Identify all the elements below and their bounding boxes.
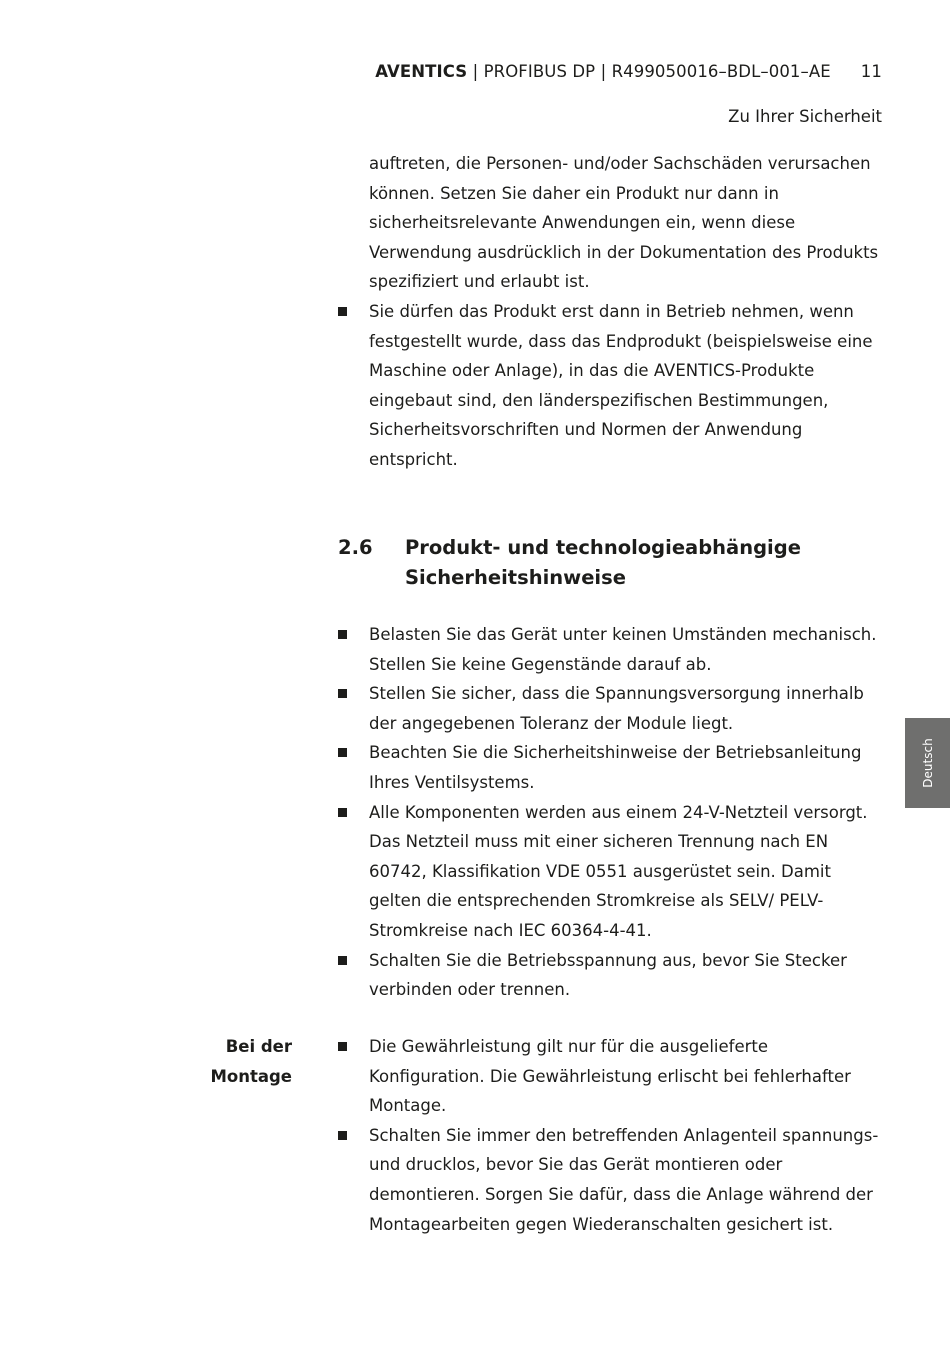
document-info: | PROFIBUS DP | R499050016–BDL–001–AE bbox=[467, 62, 831, 81]
mounting-list bbox=[338, 1032, 886, 1239]
page-number: 11 bbox=[860, 62, 882, 81]
margin-label-line: Montage bbox=[210, 1066, 292, 1086]
bullet-square-icon bbox=[338, 1042, 347, 1051]
bullet-square-icon bbox=[338, 630, 347, 639]
list-item bbox=[338, 1121, 886, 1239]
bullet-square-icon bbox=[338, 689, 347, 698]
safety-notes-block bbox=[338, 620, 886, 1005]
list-item-text: Alle Komponenten werden aus einem 24-V-Netzteil versorgt. Das Netzteil muss mit einer sicheren Trennung nach EN 60742, Klassifikation VDE 0551 ausgerüstet sein. Damit gelten die entsprechenden Stromkreise als SELV/ PELV-Stromkreise nach IEC 60364-4-41. bbox=[369, 802, 868, 940]
section-title: Produkt- und technologieabhängige Sicherheitshinweise bbox=[405, 536, 801, 589]
list-item bbox=[338, 297, 886, 475]
section-heading bbox=[338, 533, 886, 593]
language-tab-label: Deutsch bbox=[920, 738, 935, 788]
mounting-block bbox=[338, 1032, 886, 1239]
bullet-square-icon bbox=[338, 307, 347, 316]
list-item-text: Beachten Sie die Sicherheitshinweise der Betriebsanleitung Ihres Ventilsystems. bbox=[369, 743, 862, 792]
bullet-square-icon bbox=[338, 808, 347, 817]
brand-name: AVENTICS bbox=[375, 62, 468, 81]
list-item-text: Sie dürfen das Produkt erst dann in Betrieb nehmen, wenn festgestellt wurde, dass das Endprodukt (beispielsweise eine Maschine oder Anlage), in das die AVENTICS-Produkte eingebaut sind, den länderspezifischen Bestimmungen, Sicherheitsvorschriften und Normen der Anwendung entspricht. bbox=[369, 301, 873, 469]
language-tab bbox=[905, 718, 950, 808]
bullet-square-icon bbox=[338, 1131, 347, 1140]
list-item bbox=[338, 1032, 886, 1121]
list-item-text: Schalten Sie die Betriebsspannung aus, bevor Sie Stecker verbinden oder trennen. bbox=[369, 950, 847, 1000]
bullet-square-icon bbox=[338, 748, 347, 757]
list-item-text: Stellen Sie sicher, dass die Spannungsversorgung innerhalb der angegebenen Toleranz der Module liegt. bbox=[369, 684, 864, 733]
list-item bbox=[338, 946, 886, 1005]
running-header bbox=[375, 62, 882, 81]
safety-notes-list bbox=[338, 620, 886, 1005]
margin-label-mounting bbox=[210, 1032, 292, 1091]
list-item bbox=[338, 620, 886, 679]
list-item-text: Belasten Sie das Gerät unter keinen Umständen mechanisch. Stellen Sie keine Gegenstände darauf ab. bbox=[369, 625, 877, 674]
bullet-square-icon bbox=[338, 956, 347, 965]
continuation-paragraph: auftreten, die Personen- und/oder Sachschäden verursachen können. Setzen Sie daher ein Produkt nur dann in sicherheitsrelevante Anwendungen ein, wenn diese Verwendung ausdrücklich in der Dokumentation des Produkts spezifiziert und erlaubt ist. bbox=[369, 154, 879, 292]
section-number: 2.6 bbox=[338, 536, 373, 559]
continuation-list bbox=[338, 297, 886, 475]
margin-label-line: Bei der bbox=[225, 1037, 292, 1056]
list-item bbox=[338, 679, 886, 738]
list-item-text: Schalten Sie immer den betreffenden Anlagenteil spannungs- und drucklos, bevor Sie das Gerät montieren oder demontieren. Sorgen Sie dafür, dass die Anlage während der Montagearbeiten gegen Wiederanschalten gesichert ist. bbox=[369, 1125, 879, 1234]
list-item bbox=[338, 798, 886, 946]
list-item-text: Die Gewährleistung gilt nur für die ausgelieferte Konfiguration. Die Gewährleistung erlischt bei fehlerhafter Montage. bbox=[369, 1037, 851, 1116]
chapter-label: Zu Ihrer Sicherheit bbox=[728, 107, 882, 126]
continuation-block bbox=[338, 149, 886, 475]
list-item bbox=[338, 738, 886, 797]
